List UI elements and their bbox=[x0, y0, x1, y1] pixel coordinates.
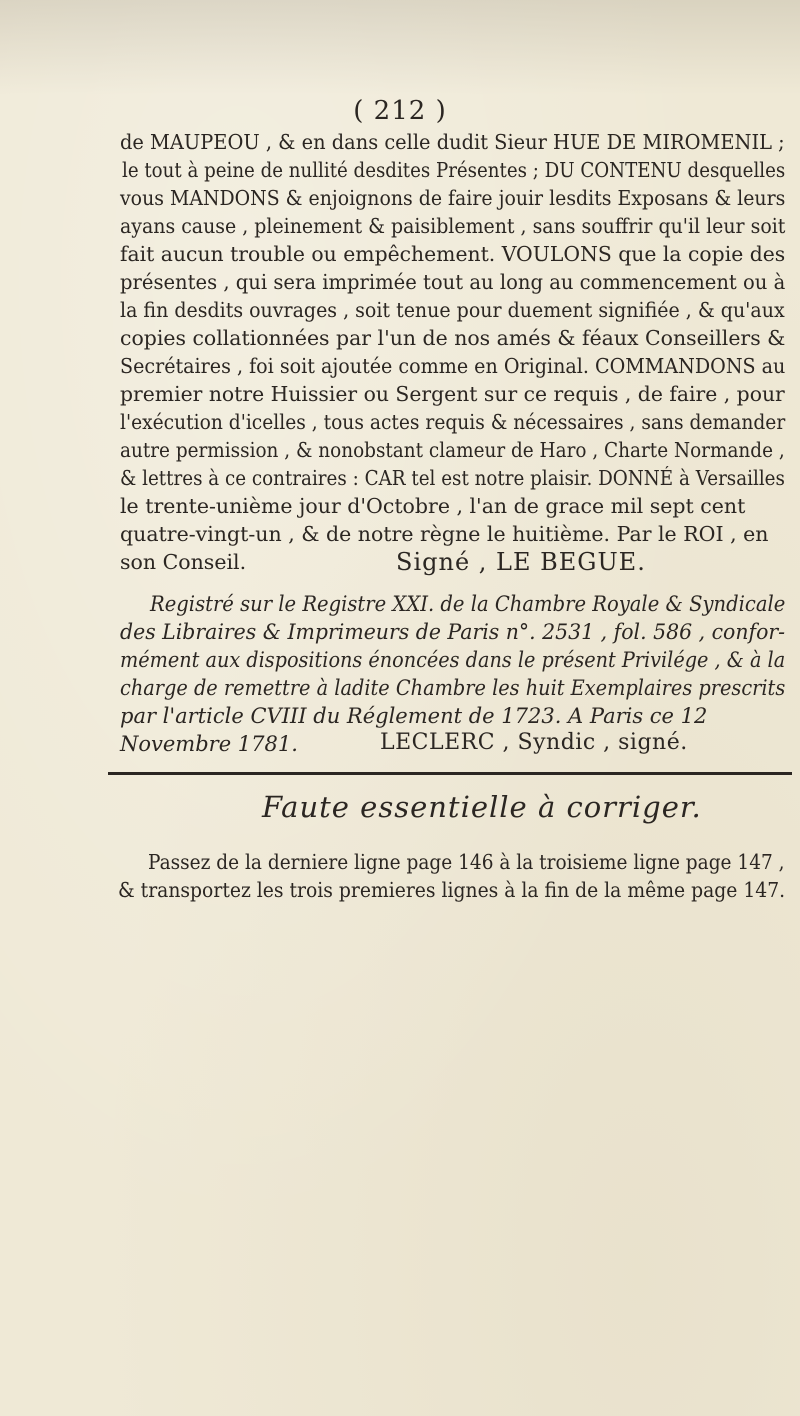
body-line-14: le trente-unième jour d'Octobre , l'an de grace mil sept cent bbox=[120, 494, 746, 518]
body-line-7: la fin desdits ouvrages , soit tenue pour duement signifiée , & qu'aux bbox=[120, 298, 785, 322]
body-line-12: autre permission , & nonobstant clameur de Haro , Charte Normande , bbox=[120, 438, 785, 462]
errata-title: Faute essentielle à corriger. bbox=[262, 790, 702, 824]
body-line-15: quatre-vingt-un , & de notre règne le huitième. Par le ROI , en bbox=[120, 522, 769, 546]
body-line-8: copies collationnées par l'un de nos amés & féaux Conseillers & bbox=[120, 326, 786, 350]
registry-line-5: par l'article CVIII du Réglement de 1723. A Paris ce 12 bbox=[120, 704, 708, 728]
registry-line-2: des Libraires & Imprimeurs de Paris n°. 2531 , fol. 586 , confor- bbox=[120, 620, 786, 644]
king-secretary-signature: Signé , LE BEGUE. bbox=[396, 548, 646, 576]
body-line-9: Secrétaires , foi soit ajoutée comme en Original. COMMANDONS au bbox=[120, 354, 786, 378]
body-line-10: premier notre Huissier ou Sergent sur ce requis , de faire , pour bbox=[120, 382, 785, 406]
syndic-signature: LECLERC , Syndic , signé. bbox=[380, 730, 688, 755]
page-bleed-through bbox=[0, 0, 800, 95]
body-line-16: son Conseil. bbox=[120, 550, 247, 574]
separator-rule bbox=[108, 772, 792, 775]
body-line-5: fait aucun trouble ou empêchement. VOULONS que la copie des bbox=[120, 242, 786, 266]
body-line-11: l'exécution d'icelles , tous actes requis & nécessaires , sans demander bbox=[120, 410, 786, 434]
registry-line-4: charge de remettre à ladite Chambre les huit Exemplaires prescrits bbox=[120, 676, 786, 700]
body-line-6: présentes , qui sera imprimée tout au long au commencement ou à bbox=[120, 270, 786, 294]
registry-line-1: Registré sur le Registre XXI. de la Chambre Royale & Syndicale bbox=[150, 592, 786, 616]
registry-line-6: Novembre 1781. bbox=[120, 732, 298, 756]
errata-line-1: Passez de la derniere ligne page 146 à la troisieme ligne page 147 , bbox=[148, 850, 785, 874]
body-line-3: vous MANDONS & enjoignons de faire jouir lesdits Exposans & leurs bbox=[120, 186, 786, 210]
body-line-13: & lettres à ce contraires : CAR tel est notre plaisir. DONNÉ à Versailles bbox=[120, 466, 785, 490]
errata-line-2: & transportez les trois premieres lignes à la fin de la même page 147. bbox=[118, 878, 786, 902]
body-line-1: de MAUPEOU , & en dans celle dudit Sieur HUE DE MIROMENIL ; bbox=[120, 130, 785, 154]
registry-line-3: mément aux dispositions énoncées dans le présent Privilége , & à la bbox=[120, 648, 786, 672]
body-line-2: le tout à peine de nullité desdites Présentes ; DU CONTENU desquelles bbox=[122, 158, 786, 182]
page-number: ( 212 ) bbox=[353, 96, 447, 126]
body-line-4: ayans cause , pleinement & paisiblement , sans souffrir qu'il leur soit bbox=[120, 214, 786, 238]
